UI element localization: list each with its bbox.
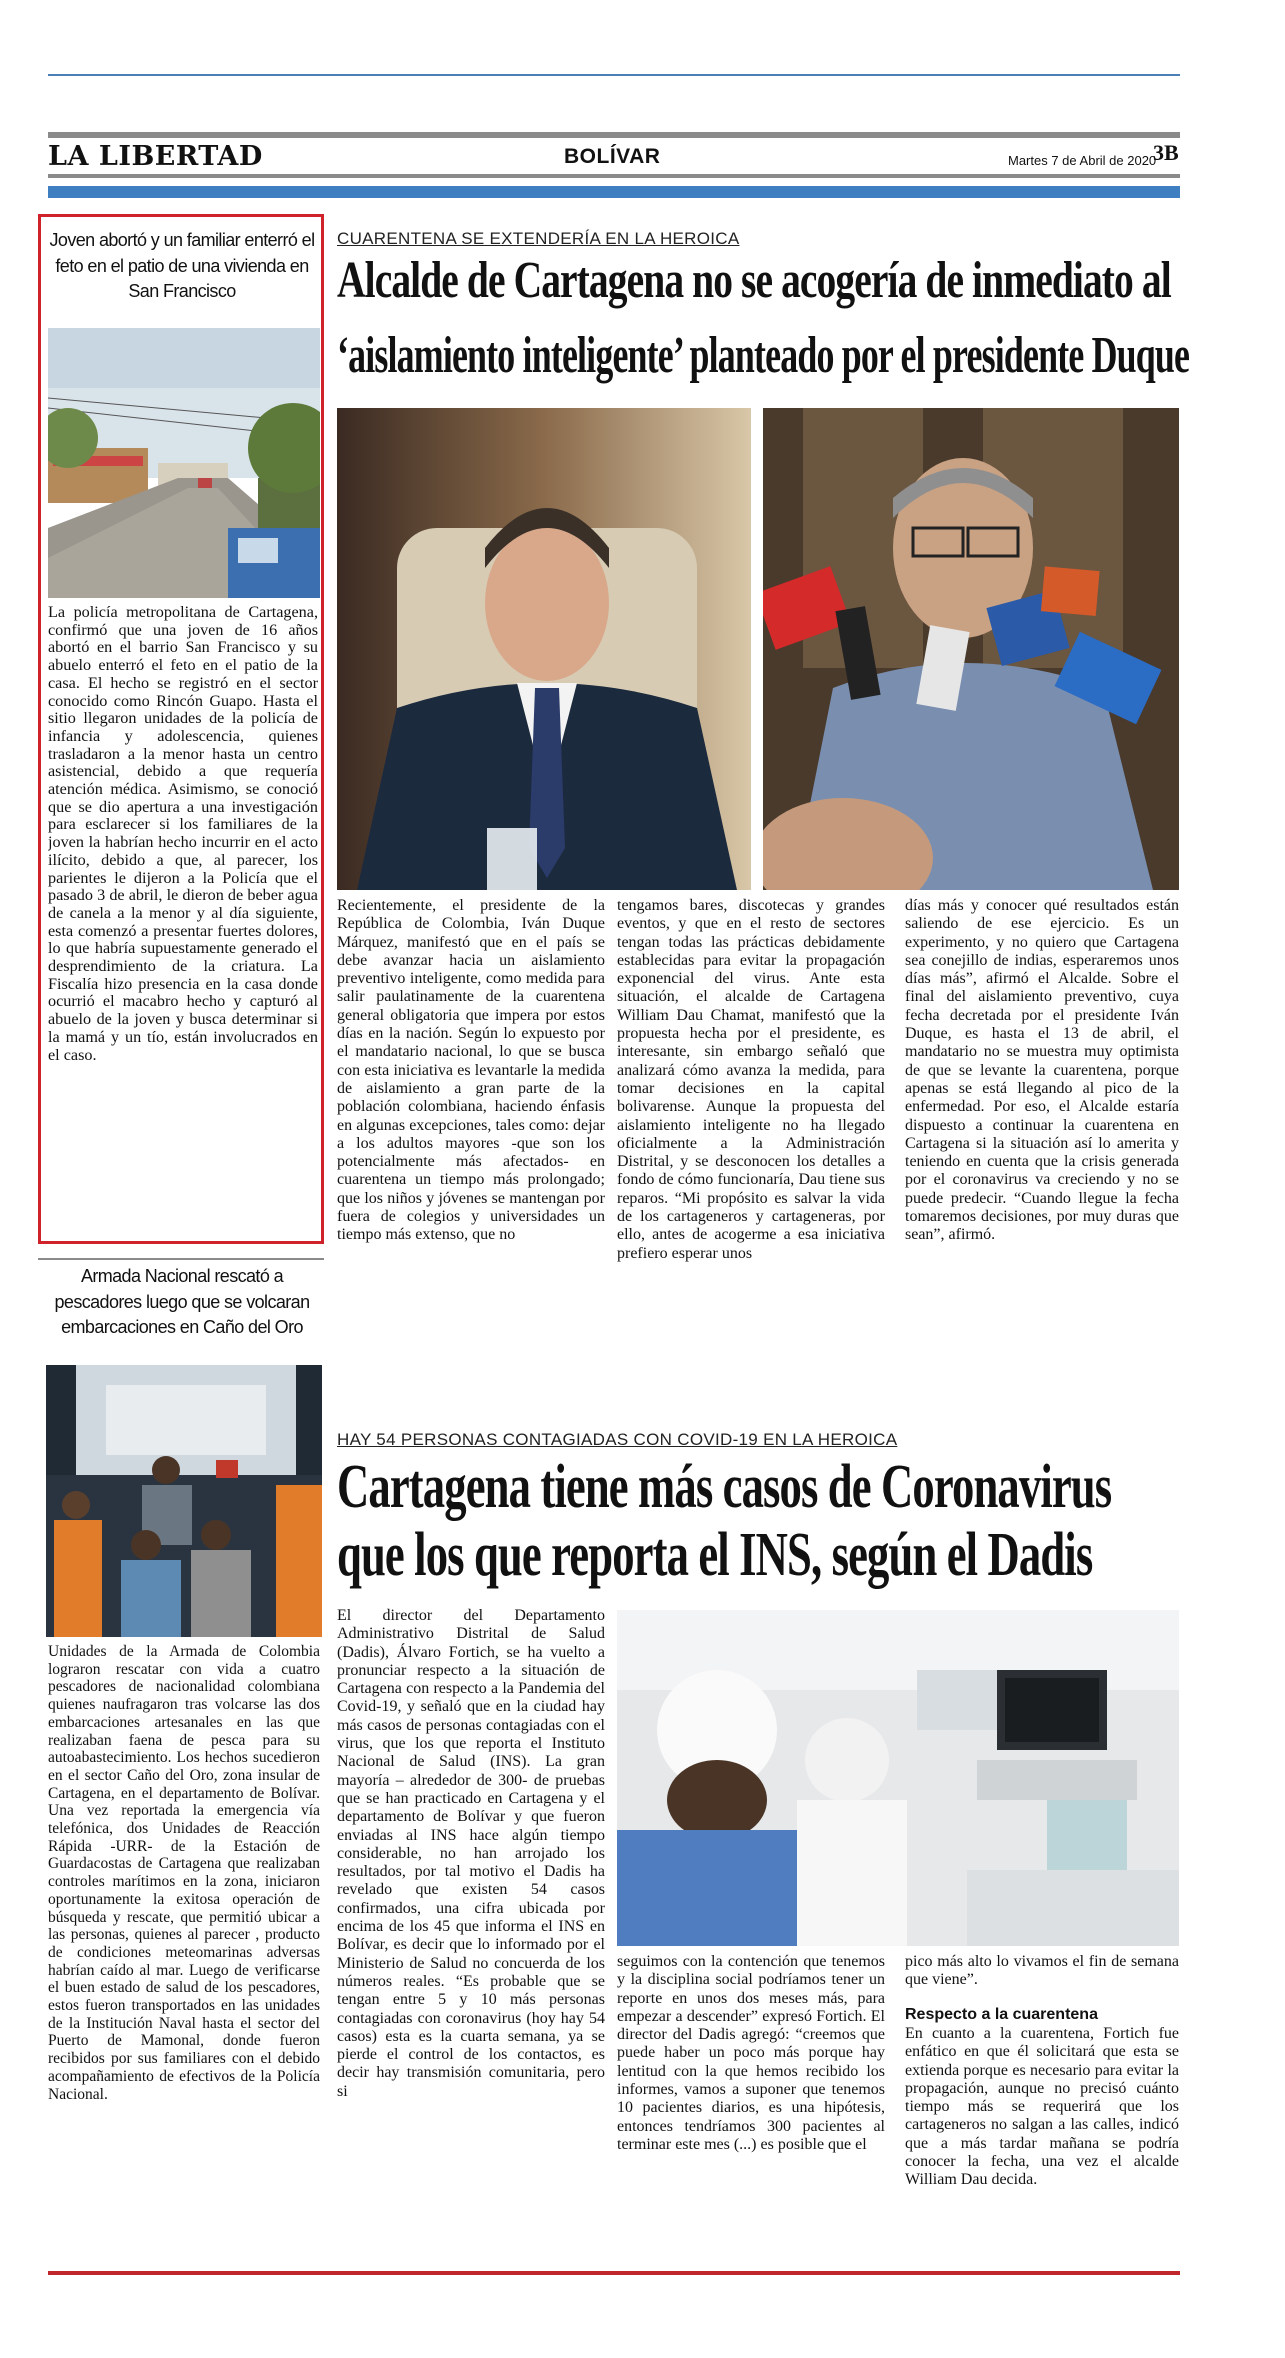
story-a-column-2: tengamos bares, discotecas y grandes eventos, y que en el resto de sectores tengan todas las prácticas debidamente establecidas para evitar la propagación exponencial del virus. Ante esta situación, el alcalde de Cartagena William Dau Chamat, manifestó que la propuesta hecha por el presidente, es interesante, sin embargo señaló que analizará cómo avanza la medida, para tomar decisiones en la capital bolivarense. Aunque la propuesta del aislamiento inteligente no ha llegado oficialmente a la Administración Distrital, y se desconocen los detalles a fondo de cómo funcionaría, Dau tiene sus reparos. “Mi propósito es salvar la vida de los cartageneros y cartageneras, por ello, antes de acogerme a esa iniciativa prefiero esperar unos: [617, 897, 885, 1262]
masthead-rule-top: [48, 132, 1180, 138]
story-b-subhead: Respecto a la cuarentena: [905, 2006, 1098, 2023]
story-a-column-3: días más y conocer qué resultados están saliendo de ese ejercicio. Es un experimento, y no quiero que Cartagena sea conejillo de indias, esperaremos unos días más”, afirmó el Alcalde. Sobre el final del aislamiento preventivo, cuya fecha decretada por el presidente Iván Duque, es hasta el 13 de abril, el mandatario no se muestra muy optimista de que se levante la cuarentena, porque apenas se está llegando al pico de la enfermedad. Por eso, el Alcalde estaría dispuesto a continuar la cuarentena en Cartagena si la situación así lo amerita y teniendo en cuenta que la crisis generada por el coronavirus va creciendo y no se puede predecir. “Cuando llegue la fecha tomaremos decisiones, por muy duras que sean”, afirmó.: [905, 897, 1179, 1244]
sidebar-story1-headline: Joven abortó y un familiar enterró el feto en el patio de una vivienda en San Francisco: [49, 230, 315, 302]
story-a-column-1: Recientemente, el presidente de la República de Colombia, Iván Duque Márquez, manifestó que en el país se debe avanzar hacia un aislamiento preventivo inteligente, como medida para salir paulatinamente de la cuarentena general obligatoria que impera por estos días en la nación. Según lo expuesto por el mandatario nacional, lo que se busca con esta iniciativa es levantarle la medida de aislamiento a gran parte de la población colombiana, haciendo énfasis en algunas excepciones, tales como: dejar a los adultos mayores -que son los potencialmente más afectados- en cuarentena un tiempo más prolongado; que los niños y jóvenes se mantengan por fuera de colegios y universidades un tiempo más extenso, que no: [337, 897, 605, 1244]
lab-photo: [617, 1610, 1179, 1946]
issue-date: Martes 7 de Abril de 2020: [1008, 153, 1157, 168]
story-b-column-2: seguimos con la contención que tenemos y la disciplina social podríamos tener un reporte en unos dos meses más, para empezar a descender” expresó Fortich. El director del Dadis agregó: “creemos que puede haber un poco más porque hay lentitud con la que hemos recibido los informes, vamos a suponer que tenemos 10 pacientes diarios, es una hipótesis, entonces tendríamos 300 pacientes al terminar este mes (...) es posible que el: [617, 1953, 885, 2153]
section-name: BOLÍVAR: [564, 145, 661, 168]
story-a-headline-line2: ‘aislamiento inteligente’ planteado por el presidente Duque: [337, 327, 1190, 384]
sidebar-story1-body: La policía metropolitana de Cartagena, confirmó que una joven de 16 años abortó en el barrio San Francisco y su abuelo enterró el feto en el patio de la casa. El hecho se registró en el sector conocido como Rincón Guapo. Hasta el sitio llegaron unidades de la policía de infancia y adolescencia, quienes trasladaron a la menor hasta un centro asistencial, debido a que requería atención médica. Asimismo, se conoció que se dio apertura a una investigación para esclarecer si los familiares de la joven la habrían hecho incurrir en el acto ilícito, debido a que, al parecer, los parientes le dijeron a la Policía que el pasado 3 de abril, le dieron de beber agua de canela a la menor y al día siguiente, esta comenzó a presentar fuertes dolores, lo que habría supuestamente generado el desprendimiento de la criatura. La Fiscalía hizo presencia en la casa donde ocurrió el macabro hecho y capturó al abuelo de la joven y busca determinar si la mamá y un tío, están involucrados en el caso.: [48, 604, 318, 1064]
masthead-rule-bottom: [48, 174, 1180, 178]
story-b-column-3-intro: pico más alto lo vivamos el fin de semana que viene”.: [905, 1953, 1179, 1989]
story-b-column-3: En cuanto a la cuarentena, Fortich fue enfático en que él solicitará que esta se extienda porque es necesario para evitar la propagación, aunque no precisó cuánto tiempo más se requerirá que los cartageneros no salgan a las calles, indicó que a más tardar mañana se podría conocer la fecha, una vez el alcalde William Dau decida.: [905, 2025, 1179, 2189]
mayor-press-photo: [763, 408, 1179, 890]
story-b-column-1: El director del Departamento Administrativo Distrital de Salud (Dadis), Álvaro Fortich, se ha vuelto a pronunciar respecto a la situación de Cartagena con respecto a la Pandemia del Covid-19, y señaló que en la ciudad hay más casos de personas contagiadas con el virus, que los que reporta el Instituto Nacional de Salud (INS). La gran mayoría – alrededor de 300- de pruebas que se han practicado en Cartagena y el departamento de Bolívar y que fueron enviadas al INS hace algún tiempo considerable, no han arrojado los resultados, por tal motivo el Dadis ha revelado que existen 54 casos confirmados, una cifra ubicada por encima de los 45 que informa el INS en Bolívar, es decir que lo informado por el Ministerio de Salud no concuerda de los números reales. “Es probable que se tengan entre 5 y 10 más personas contagiadas con coronavirus (hoy hay 54 casos) esta es la cuarta semana, ya se pierde el control de los contactos, es decir hay transmisión comunitaria, pero si: [337, 1607, 605, 2100]
top-rule: [48, 74, 1180, 76]
sidebar-story2-body: Unidades de la Armada de Colombia lograron rescatar con vida a cuatro pescadores de nacionalidad colombiana quienes naufragaron tras volcarse las dos embarcaciones artesanales en las que realizaban faena de pesca para su autoabastecimiento. Los hechos sucedieron en el sector Caño del Oro, zona insular de Cartagena, en el departamento de Bolívar. Una vez reportada la emergencia vía telefónica, dos Unidades de Reacción Rápida -URR- de la Estación de Guardacostas de Cartagena que realizaban controles marítimos en la zona, iniciaron oportunamente la exitosa operación de búsqueda y rescate, que permitió ubicar a las personas, quienes al parecer , producto de condiciones meteomarinas adversas habrían caído al mar. Luego de verificarse el buen estado de salud de los pescadores, estos fueron transportados en las unidades de la Institución Naval hasta el sector del Puerto de Mamonal, donde fueron recibidos por sus familiares con el debido acompañamiento de efectivos de la Policía Nacional.: [48, 1643, 320, 2103]
bottom-rule: [48, 2271, 1180, 2275]
page-number: 3B: [1153, 140, 1179, 165]
story-a-kicker: CUARENTENA SE EXTENDERÍA EN LA HEROICA: [337, 229, 740, 248]
newspaper-name: LA LIBERTAD: [48, 141, 263, 172]
story-a-headline-line1: Alcalde de Cartagena no se acogería de inmediato al: [337, 252, 1171, 309]
story-b-kicker: HAY 54 PERSONAS CONTAGIADAS CON COVID-19 EN LA HEROICA: [337, 1430, 898, 1449]
sidebar-divider: [38, 1258, 324, 1260]
rescue-photo: [46, 1365, 322, 1637]
story-b-headline-line1: Cartagena tiene más casos de Coronavirus: [337, 1453, 1112, 1521]
sidebar-story2-headline: Armada Nacional rescató a pescadores luego que se volcaran embarcaciones en Caño del Oro: [54, 1266, 310, 1338]
masthead-rule-blue: [48, 186, 1180, 198]
street-photo: [48, 328, 320, 598]
president-photo: [337, 408, 751, 890]
story-b-headline-line2: que los que reporta el INS, según el Dadis: [337, 1521, 1093, 1589]
